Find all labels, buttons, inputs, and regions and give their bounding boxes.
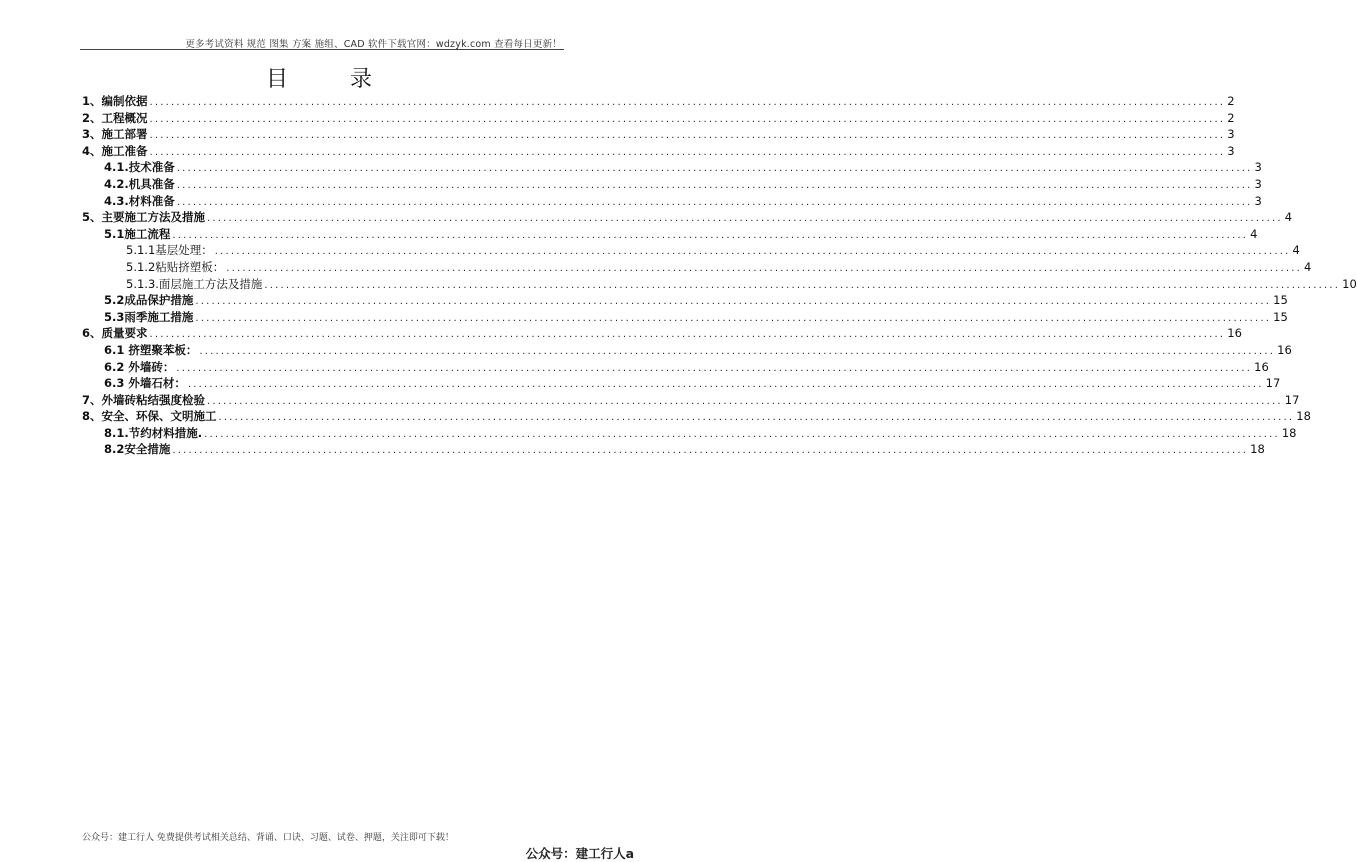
toc-entry-label: 5.1.1基层处理： — [126, 243, 213, 258]
toc-entry-page: 3 — [1254, 176, 1262, 191]
toc-entry-page: 18 — [1281, 425, 1297, 440]
toc-leader-dots: ........................................................................................................................................................................................................ — [172, 229, 1249, 241]
toc-entry-label: 4.1.技术准备 — [104, 160, 175, 175]
toc-entry[interactable] — [82, 342, 1292, 359]
toc-entry-label: 5.1施工流程 — [104, 226, 171, 241]
toc-leader-dots: ........................................................................................................................................................................................................ — [195, 312, 1272, 324]
toc-entry-page: 16 — [1227, 326, 1242, 341]
toc-entry-page: 16 — [1254, 359, 1269, 374]
toc-entry-label: 8.1.节约材料措施. — [104, 425, 203, 440]
toc-leader-dots: ........................................................................................................................................................................................................ — [264, 279, 1341, 291]
toc-entry-page: 10 — [1342, 276, 1357, 291]
toc-entry[interactable] — [82, 93, 1235, 110]
toc-entry-page: 4 — [1250, 226, 1258, 241]
toc-entry-label: 7、外墙砖粘结强度检验 — [82, 392, 206, 407]
toc-entry-page: 4 — [1292, 243, 1300, 258]
toc-entry[interactable] — [82, 193, 1262, 210]
toc-entry-label: 8.2安全措施 — [104, 442, 171, 457]
toc-entry[interactable] — [82, 276, 1357, 293]
toc-entry[interactable] — [82, 392, 1300, 409]
toc-entry-page: 15 — [1273, 309, 1288, 324]
toc-entry-page: 16 — [1277, 342, 1292, 357]
toc-entry-label: 3、施工部署 — [82, 127, 148, 142]
toc-entry-label: 1、编制依据 — [82, 94, 148, 108]
toc-entry[interactable] — [82, 159, 1262, 176]
toc-leader-dots: ........................................................................................................................................................................................................ — [204, 428, 1280, 440]
toc-entry[interactable] — [82, 242, 1300, 259]
toc-entry-label: 6.3 外墙石材： — [104, 376, 186, 391]
toc-leader-dots: ........................................................................................................................................................................................................ — [172, 445, 1249, 457]
toc-leader-dots: ........................................................................................................................................................................................................ — [176, 163, 1253, 175]
toc-entry[interactable] — [82, 143, 1235, 160]
toc-leader-dots: ........................................................................................................................................................................................................ — [149, 97, 1226, 108]
footer-note: 公众号：建工行人 免费提供考试相关总结、背诵、口诀、习题、试卷、押题，关注即可下载！ — [82, 833, 454, 843]
toc-entry[interactable] — [82, 408, 1311, 425]
toc-entry-page: 18 — [1250, 442, 1265, 457]
toc-leader-dots: ........................................................................................................................................................................................................ — [218, 412, 1295, 424]
toc-leader-dots: ........................................................................................................................................................................................................ — [207, 213, 1283, 225]
toc-entry-page: 4 — [1284, 210, 1293, 225]
toc-entry[interactable] — [82, 425, 1297, 442]
toc-leader-dots: ........................................................................................................................................................................................................ — [149, 130, 1226, 142]
title-char-2: 录 — [350, 67, 373, 92]
toc-entry-label: 4.3.材料准备 — [104, 193, 175, 208]
table-of-contents — [82, 93, 1357, 458]
toc-entry-label: 6、质量要求 — [82, 326, 148, 341]
toc-entry-label: 5.2成品保护措施 — [104, 293, 194, 308]
toc-entry-label: 5、主要施工方法及措施 — [82, 210, 206, 225]
toc-entry-label: 5.1.3.面层施工方法及措施 — [126, 276, 263, 291]
toc-leader-dots: ........................................................................................................................................................................................................ — [207, 395, 1283, 407]
toc-entry-label: 6.1 挤塑聚苯板： — [104, 342, 198, 357]
toc-entry[interactable] — [82, 126, 1235, 143]
toc-entry-label: 4.2.机具准备 — [104, 176, 175, 191]
toc-entry-page: 4 — [1304, 259, 1312, 274]
toc-entry[interactable] — [82, 226, 1258, 243]
toc-entry-label: 5.1.2粘贴挤塑板： — [126, 259, 225, 274]
toc-leader-dots: ........................................................................................................................................................................................................ — [149, 329, 1226, 341]
toc-entry-label: 2、工程概况 — [82, 110, 148, 125]
toc-entry[interactable] — [82, 309, 1288, 326]
page-title — [0, 62, 638, 93]
toc-leader-dots: ........................................................................................................................................................................................................ — [176, 196, 1253, 208]
toc-entry-page: 3 — [1254, 160, 1262, 175]
toc-leader-dots: ........................................................................................................................................................................................................ — [199, 345, 1276, 357]
toc-entry-page: 3 — [1227, 143, 1235, 158]
toc-leader-dots: ........................................................................................................................................................................................................ — [195, 296, 1272, 308]
toc-leader-dots: ........................................................................................................................................................................................................ — [226, 262, 1303, 274]
toc-entry-page: 17 — [1265, 376, 1281, 391]
toc-entry[interactable] — [82, 292, 1288, 309]
toc-entry-page: 15 — [1273, 293, 1288, 308]
header-note: 更多考试资料 规范 图集 方案 施组、CAD 软件下载官网：wdzyk.com 查看每日更新！ — [185, 39, 562, 50]
toc-entry[interactable] — [82, 441, 1265, 458]
toc-leader-dots: ........................................................................................................................................................................................................ — [176, 362, 1253, 374]
toc-leader-dots: ........................................................................................................................................................................................................ — [149, 146, 1226, 158]
toc-entry[interactable] — [82, 259, 1312, 276]
toc-entry[interactable] — [82, 110, 1235, 127]
title-char-1: 目 — [265, 67, 288, 92]
toc-entry[interactable] — [82, 325, 1242, 342]
toc-entry-page: 18 — [1296, 409, 1311, 424]
toc-entry[interactable] — [82, 209, 1293, 226]
toc-entry-page: 3 — [1254, 193, 1262, 208]
toc-entry-label: 8、安全、环保、文明施工 — [82, 409, 217, 424]
toc-entry-page: 2 — [1227, 94, 1235, 108]
toc-leader-dots: ........................................................................................................................................................................................................ — [176, 179, 1253, 191]
toc-entry-page: 17 — [1284, 392, 1300, 407]
toc-entry[interactable] — [82, 176, 1262, 193]
toc-leader-dots: ........................................................................................................................................................................................................ — [214, 246, 1291, 258]
toc-entry-label: 6.2 外墙砖： — [104, 359, 175, 374]
toc-entry[interactable] — [82, 359, 1269, 376]
toc-entry-label: 4、施工准备 — [82, 143, 148, 158]
header-rule — [80, 49, 564, 50]
toc-entry-page: 2 — [1227, 110, 1235, 125]
toc-entry-page: 3 — [1227, 127, 1235, 142]
toc-leader-dots: ........................................................................................................................................................................................................ — [149, 113, 1226, 125]
watermark: 公众号：建工行人a — [525, 846, 634, 861]
toc-leader-dots: ........................................................................................................................................................................................................ — [187, 379, 1264, 391]
toc-entry-label: 5.3雨季施工措施 — [104, 309, 194, 324]
toc-entry[interactable] — [82, 375, 1281, 392]
